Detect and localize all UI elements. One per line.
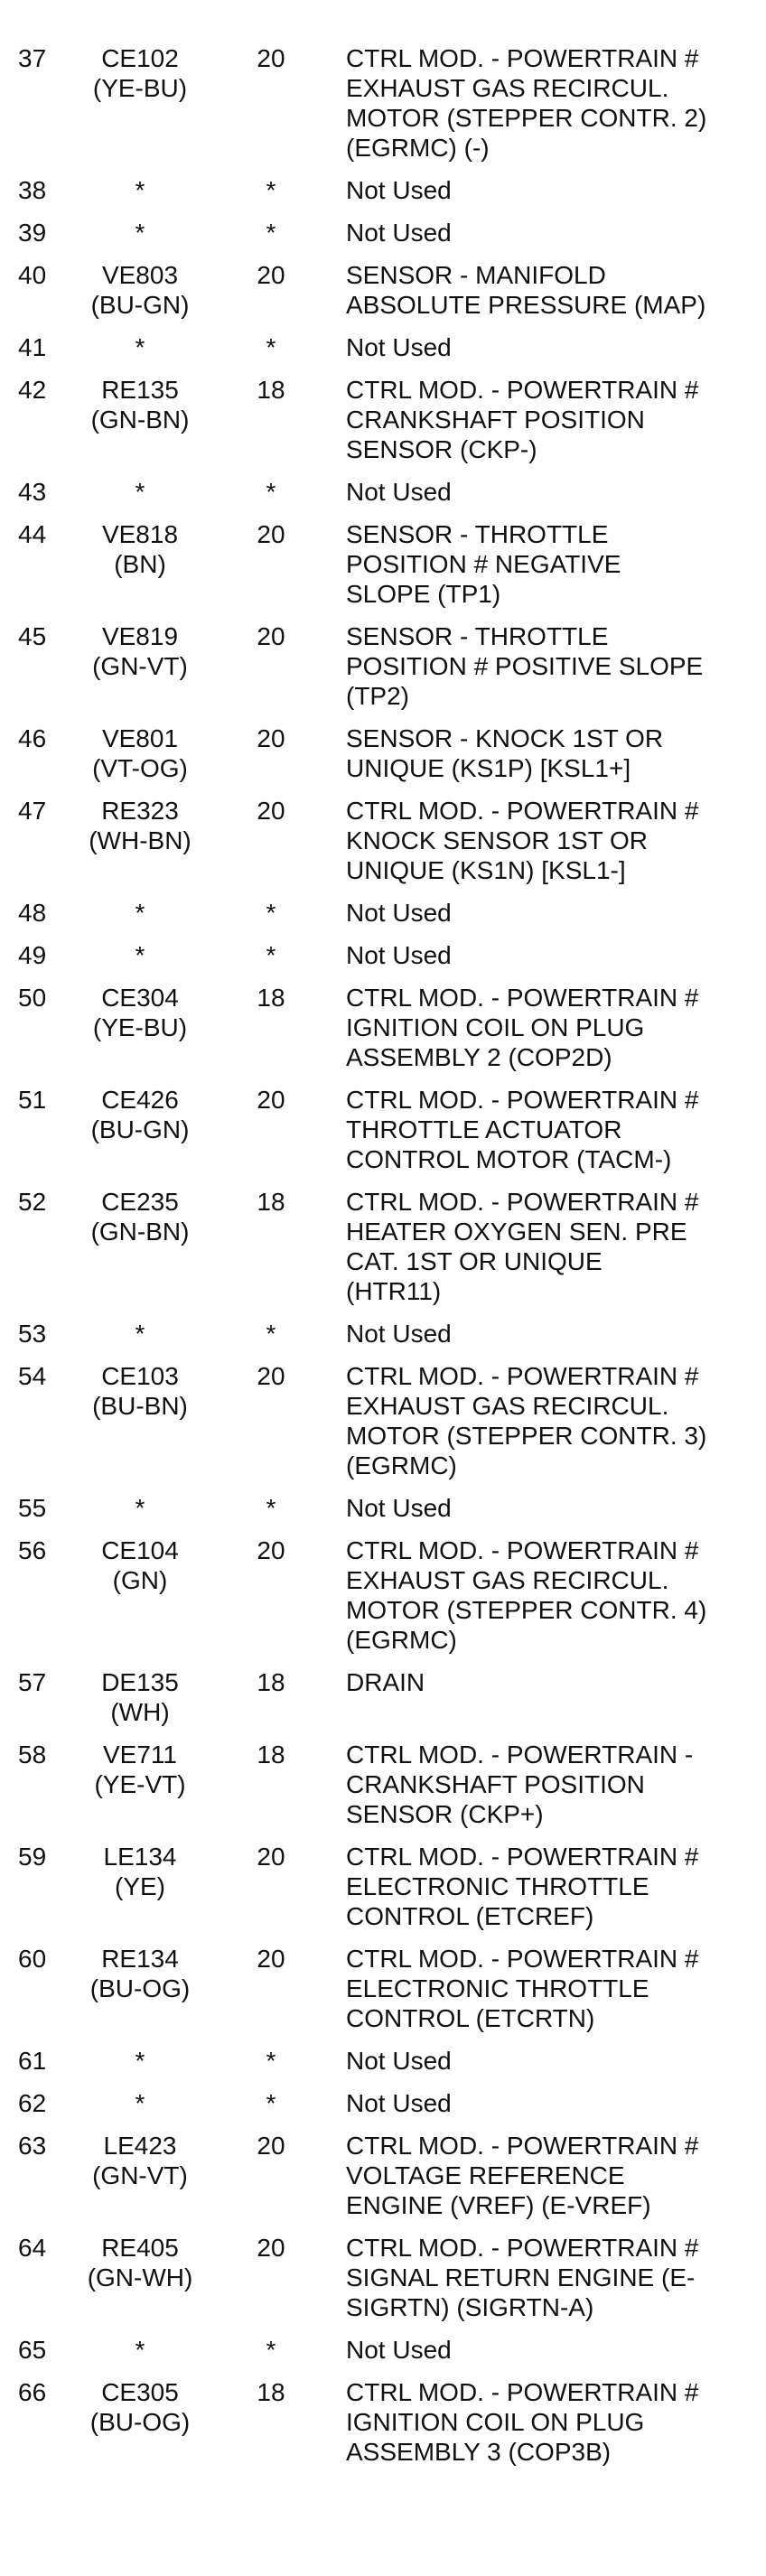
table-row <box>0 723 766 783</box>
circuit-cell <box>81 1740 199 1799</box>
description-line: EXHAUST GAS RECIRCUL. <box>346 74 669 102</box>
function-description <box>346 375 761 464</box>
description-line: Not Used <box>346 2089 452 2117</box>
circuit-id: CE304 <box>101 984 179 1012</box>
circuit-cell <box>81 375 199 434</box>
circuit-id: VE819 <box>101 622 179 650</box>
pin-number: 50 <box>18 984 47 1012</box>
circuit-cell <box>81 519 199 579</box>
circuit-cell <box>81 43 199 103</box>
table-row <box>0 1187 766 1306</box>
description-line: SENSOR - MANIFOLD <box>346 261 606 289</box>
pin-number: 44 <box>18 520 47 548</box>
circuit-cell <box>81 175 199 205</box>
description-line: CTRL MOD. - POWERTRAIN # <box>346 44 699 72</box>
function-description <box>346 621 761 711</box>
description-line: SIGNAL RETURN ENGINE (E- <box>346 2263 696 2291</box>
description-line: (EGRMC) <box>346 1626 457 1654</box>
function-description <box>346 2233 761 2322</box>
description-line: SLOPE (TP1) <box>346 580 501 608</box>
function-description <box>346 1842 761 1931</box>
description-line: IGNITION COIL ON PLUG <box>346 2408 645 2436</box>
circuit-cell <box>81 477 199 507</box>
pin-number: 56 <box>18 1536 47 1564</box>
circuit-id: LE423 <box>103 2132 177 2160</box>
description-line: MOTOR (STEPPER CONTR. 2) <box>346 104 707 132</box>
circuit-id: CE305 <box>101 2378 179 2406</box>
description-line: KNOCK SENSOR 1ST OR <box>346 826 649 854</box>
circuit-id: CE102 <box>101 44 179 72</box>
circuit-id: CE235 <box>101 1188 179 1216</box>
description-line: Not Used <box>346 899 452 927</box>
description-line: CONTROL (ETCRTN) <box>346 2004 595 2032</box>
circuit-cell <box>81 1319 199 1349</box>
wire-color: (WH-BN) <box>89 826 192 854</box>
description-line: ENGINE (VREF) (E-VREF) <box>346 2191 651 2219</box>
table-row <box>0 621 766 711</box>
circuit-id: * <box>135 1494 145 1522</box>
function-description <box>346 796 761 885</box>
description-line: CTRL MOD. - POWERTRAIN # <box>346 2132 699 2160</box>
description-line: CTRL MOD. - POWERTRAIN # <box>346 1188 699 1216</box>
circuit-cell <box>81 898 199 928</box>
table-row <box>0 260 766 320</box>
table-row <box>0 2046 766 2076</box>
wire-color: (BU-OG) <box>89 2408 191 2436</box>
wire-gauge: * <box>266 941 276 969</box>
wire-gauge: 20 <box>257 622 285 650</box>
function-description <box>346 1493 761 1523</box>
function-description <box>346 43 761 163</box>
table-row <box>0 898 766 928</box>
wire-gauge: * <box>266 2336 276 2364</box>
circuit-cell <box>81 1842 199 1901</box>
wire-gauge: 18 <box>257 376 285 404</box>
table-row <box>0 375 766 464</box>
description-line: HEATER OXYGEN SEN. PRE <box>346 1218 687 1246</box>
description-line: ASSEMBLY 3 (COP3B) <box>346 2438 612 2466</box>
circuit-id: CE104 <box>101 1536 179 1564</box>
function-description <box>346 477 761 507</box>
function-description <box>346 983 761 1072</box>
circuit-id: * <box>135 2336 145 2364</box>
pin-number: 62 <box>18 2089 47 2117</box>
description-line: CTRL MOD. - POWERTRAIN # <box>346 2234 699 2262</box>
description-line: Not Used <box>346 941 452 969</box>
circuit-cell <box>81 1944 199 2003</box>
wire-color: (GN-BN) <box>90 406 190 434</box>
description-line: (EGRMC) <box>346 1451 457 1479</box>
wire-gauge: 20 <box>257 44 285 72</box>
description-line: Not Used <box>346 1320 452 1348</box>
wire-color: (GN-BN) <box>90 1218 190 1246</box>
wire-gauge: * <box>266 2089 276 2117</box>
circuit-cell <box>81 2131 199 2190</box>
pin-number: 65 <box>18 2336 47 2364</box>
table-row <box>0 1667 766 1727</box>
circuit-id: LE134 <box>103 1843 177 1871</box>
description-line: (EGRMC) (-) <box>346 134 490 162</box>
pin-number: 52 <box>18 1188 47 1216</box>
pin-number: 64 <box>18 2234 47 2262</box>
circuit-cell <box>81 2335 199 2365</box>
function-description <box>346 1319 761 1349</box>
table-row <box>0 2335 766 2365</box>
wire-color: (WH) <box>110 1698 170 1726</box>
wire-gauge: 20 <box>257 1362 285 1390</box>
circuit-cell <box>81 1667 199 1727</box>
circuit-id: * <box>135 219 145 247</box>
pin-number: 37 <box>18 44 47 72</box>
table-row <box>0 940 766 970</box>
function-description <box>346 260 761 320</box>
description-line: Not Used <box>346 478 452 506</box>
description-line: UNIQUE (KS1P) [KSL1+] <box>346 754 631 782</box>
pin-number: 66 <box>18 2378 47 2406</box>
wire-gauge: 18 <box>257 984 285 1012</box>
function-description <box>346 898 761 928</box>
function-description <box>346 332 761 362</box>
description-line: CTRL MOD. - POWERTRAIN - <box>346 1741 694 1769</box>
table-row <box>0 1493 766 1523</box>
table-row <box>0 1944 766 2033</box>
function-description <box>346 2046 761 2076</box>
description-line: CTRL MOD. - POWERTRAIN # <box>346 1086 699 1114</box>
circuit-id: * <box>135 941 145 969</box>
description-line: ASSEMBLY 2 (COP2D) <box>346 1043 612 1071</box>
pin-number: 48 <box>18 899 47 927</box>
pin-number: 60 <box>18 1945 47 1973</box>
function-description <box>346 723 761 783</box>
table-row <box>0 1361 766 1480</box>
circuit-id: * <box>135 899 145 927</box>
wire-gauge: * <box>266 176 276 204</box>
wire-gauge: 20 <box>257 1945 285 1973</box>
description-line: Not Used <box>346 219 452 247</box>
circuit-cell <box>81 2046 199 2076</box>
function-description <box>346 2335 761 2365</box>
pin-number: 42 <box>18 376 47 404</box>
table-row <box>0 2377 766 2467</box>
wire-gauge: 20 <box>257 797 285 825</box>
pin-number: 46 <box>18 724 47 752</box>
wire-gauge: 20 <box>257 1086 285 1114</box>
circuit-id: RE323 <box>101 797 179 825</box>
table-row <box>0 477 766 507</box>
pin-number: 57 <box>18 1668 47 1696</box>
function-description <box>346 2377 761 2467</box>
table-row <box>0 2131 766 2220</box>
description-line: SENSOR - KNOCK 1ST OR <box>346 724 664 752</box>
description-line: SIGRTN) (SIGRTN-A) <box>346 2293 594 2321</box>
description-line: CRANKSHAFT POSITION <box>346 1770 645 1798</box>
description-line: (HTR11) <box>346 1277 442 1305</box>
pin-number: 59 <box>18 1843 47 1871</box>
wire-gauge: 20 <box>257 1843 285 1871</box>
wire-gauge: 20 <box>257 2132 285 2160</box>
wire-gauge: * <box>266 899 276 927</box>
function-description <box>346 940 761 970</box>
description-line: ABSOLUTE PRESSURE (MAP) <box>346 291 706 319</box>
wire-gauge: 20 <box>257 724 285 752</box>
table-row <box>0 1740 766 1829</box>
circuit-id: VE711 <box>103 1741 177 1769</box>
table-row <box>0 519 766 609</box>
table-row <box>0 1535 766 1655</box>
circuit-cell <box>81 1535 199 1595</box>
function-description <box>346 1944 761 2033</box>
description-line: ELECTRONIC THROTTLE <box>346 1974 649 2002</box>
wire-color: (BU-GN) <box>90 291 190 319</box>
description-line: CTRL MOD. - POWERTRAIN # <box>346 2378 699 2406</box>
circuit-cell <box>81 2233 199 2292</box>
circuit-id: * <box>135 1320 145 1348</box>
function-description <box>346 2131 761 2220</box>
circuit-cell <box>81 1085 199 1144</box>
description-line: CRANKSHAFT POSITION <box>346 406 645 434</box>
wire-gauge: * <box>266 333 276 361</box>
function-description <box>346 218 761 247</box>
function-description <box>346 519 761 609</box>
circuit-id: RE405 <box>101 2234 179 2262</box>
circuit-cell <box>81 2377 199 2437</box>
description-line: CTRL MOD. - POWERTRAIN # <box>346 797 699 825</box>
function-description <box>346 175 761 205</box>
description-line: POSITION # POSITIVE SLOPE <box>346 652 704 680</box>
table-row <box>0 2088 766 2118</box>
circuit-cell <box>81 1493 199 1523</box>
wire-gauge: 20 <box>257 1536 285 1564</box>
wire-gauge: 20 <box>257 520 285 548</box>
description-line: UNIQUE (KS1N) [KSL1-] <box>346 856 626 884</box>
description-line: SENSOR (CKP+) <box>346 1800 544 1828</box>
circuit-cell <box>81 218 199 247</box>
wire-gauge: 18 <box>257 1668 285 1696</box>
description-line: CTRL MOD. - POWERTRAIN # <box>346 376 699 404</box>
circuit-cell <box>81 1187 199 1246</box>
circuit-id: RE134 <box>101 1945 179 1973</box>
description-line: CTRL MOD. - POWERTRAIN # <box>346 1945 699 1973</box>
description-line: CONTROL MOTOR (TACM-) <box>346 1145 672 1173</box>
description-line: SENSOR (CKP-) <box>346 435 537 463</box>
description-line: CAT. 1ST OR UNIQUE <box>346 1247 603 1275</box>
wire-color: (BU-OG) <box>89 1974 191 2002</box>
wire-color: (YE-BU) <box>92 1013 188 1041</box>
wire-color: (GN-WH) <box>87 2263 193 2291</box>
circuit-cell <box>81 796 199 855</box>
table-row <box>0 1842 766 1931</box>
circuit-cell <box>81 621 199 681</box>
circuit-id: VE803 <box>101 261 179 289</box>
description-line: (TP2) <box>346 682 409 710</box>
table-row <box>0 796 766 885</box>
circuit-id: * <box>135 2047 145 2075</box>
table-row <box>0 1319 766 1349</box>
description-line: CONTROL (ETCREF) <box>346 1902 594 1930</box>
pin-number: 47 <box>18 797 47 825</box>
function-description <box>346 1535 761 1655</box>
description-line: Not Used <box>346 2336 452 2364</box>
description-line: Not Used <box>346 1494 452 1522</box>
wire-gauge: * <box>266 2047 276 2075</box>
description-line: MOTOR (STEPPER CONTR. 3) <box>346 1422 707 1450</box>
description-line: DRAIN <box>346 1668 425 1696</box>
description-line: SENSOR - THROTTLE <box>346 622 609 650</box>
wire-color: (GN) <box>112 1566 168 1594</box>
function-description <box>346 2088 761 2118</box>
wire-color: (VT-OG) <box>92 754 188 782</box>
wire-gauge: * <box>266 478 276 506</box>
circuit-id: * <box>135 333 145 361</box>
description-line: Not Used <box>346 2047 452 2075</box>
wire-gauge: 20 <box>257 2234 285 2262</box>
function-description <box>346 1667 761 1697</box>
table-row <box>0 1085 766 1174</box>
description-line: MOTOR (STEPPER CONTR. 4) <box>346 1596 707 1624</box>
table-row <box>0 983 766 1072</box>
description-line: EXHAUST GAS RECIRCUL. <box>346 1392 669 1420</box>
table-row <box>0 2233 766 2322</box>
circuit-cell <box>81 2088 199 2118</box>
table-row <box>0 218 766 247</box>
pin-number: 51 <box>18 1086 47 1114</box>
wire-gauge: 18 <box>257 1741 285 1769</box>
description-line: THROTTLE ACTUATOR <box>346 1115 622 1143</box>
description-line: POSITION # NEGATIVE <box>346 550 621 578</box>
circuit-id: DE135 <box>101 1668 179 1696</box>
wire-color: (BU-GN) <box>90 1115 190 1143</box>
description-line: VOLTAGE REFERENCE <box>346 2161 625 2189</box>
function-description <box>346 1085 761 1174</box>
pin-number: 49 <box>18 941 47 969</box>
description-line: SENSOR - THROTTLE <box>346 520 609 548</box>
circuit-id: CE103 <box>101 1362 179 1390</box>
pin-number: 43 <box>18 478 47 506</box>
wire-color: (GN-VT) <box>92 652 188 680</box>
wire-color: (BU-BN) <box>92 1392 188 1420</box>
pin-number: 40 <box>18 261 47 289</box>
circuit-id: * <box>135 176 145 204</box>
pin-number: 58 <box>18 1741 47 1769</box>
circuit-cell <box>81 260 199 320</box>
circuit-id: CE426 <box>101 1086 179 1114</box>
pin-number: 41 <box>18 333 47 361</box>
function-description <box>346 1361 761 1480</box>
wire-color: (BN) <box>114 550 166 578</box>
description-line: Not Used <box>346 176 452 204</box>
circuit-id: * <box>135 478 145 506</box>
function-description <box>346 1740 761 1829</box>
description-line: Not Used <box>346 333 452 361</box>
description-line: CTRL MOD. - POWERTRAIN # <box>346 1536 699 1564</box>
wire-color: (GN-VT) <box>92 2161 188 2189</box>
wire-gauge: 18 <box>257 1188 285 1216</box>
description-line: CTRL MOD. - POWERTRAIN # <box>346 1362 699 1390</box>
pin-number: 45 <box>18 622 47 650</box>
circuit-cell <box>81 332 199 362</box>
description-line: CTRL MOD. - POWERTRAIN # <box>346 1843 699 1871</box>
wire-gauge: 20 <box>257 261 285 289</box>
description-line: ELECTRONIC THROTTLE <box>346 1872 649 1900</box>
description-line: IGNITION COIL ON PLUG <box>346 1013 645 1041</box>
pin-number: 39 <box>18 219 47 247</box>
wire-gauge: * <box>266 1320 276 1348</box>
pin-number: 61 <box>18 2047 47 2075</box>
circuit-id: VE801 <box>101 724 179 752</box>
circuit-cell <box>81 723 199 783</box>
circuit-id: * <box>135 2089 145 2117</box>
pin-number: 55 <box>18 1494 47 1522</box>
wire-gauge: 18 <box>257 2378 285 2406</box>
wire-gauge: * <box>266 219 276 247</box>
description-line: EXHAUST GAS RECIRCUL. <box>346 1566 669 1594</box>
wire-color: (YE) <box>115 1872 165 1900</box>
pin-number: 53 <box>18 1320 47 1348</box>
pin-number: 54 <box>18 1362 47 1390</box>
circuit-id: VE818 <box>101 520 179 548</box>
wire-color: (YE-BU) <box>92 74 188 102</box>
pin-number: 63 <box>18 2132 47 2160</box>
function-description <box>346 1187 761 1306</box>
wire-gauge: * <box>266 1494 276 1522</box>
wire-color: (YE-VT) <box>94 1770 186 1798</box>
description-line: CTRL MOD. - POWERTRAIN # <box>346 984 699 1012</box>
circuit-id: RE135 <box>101 376 179 404</box>
table-row <box>0 43 766 163</box>
pin-number: 38 <box>18 176 47 204</box>
circuit-cell <box>81 1361 199 1421</box>
circuit-cell <box>81 940 199 970</box>
table-row <box>0 175 766 205</box>
circuit-cell <box>81 983 199 1042</box>
table-row <box>0 332 766 362</box>
